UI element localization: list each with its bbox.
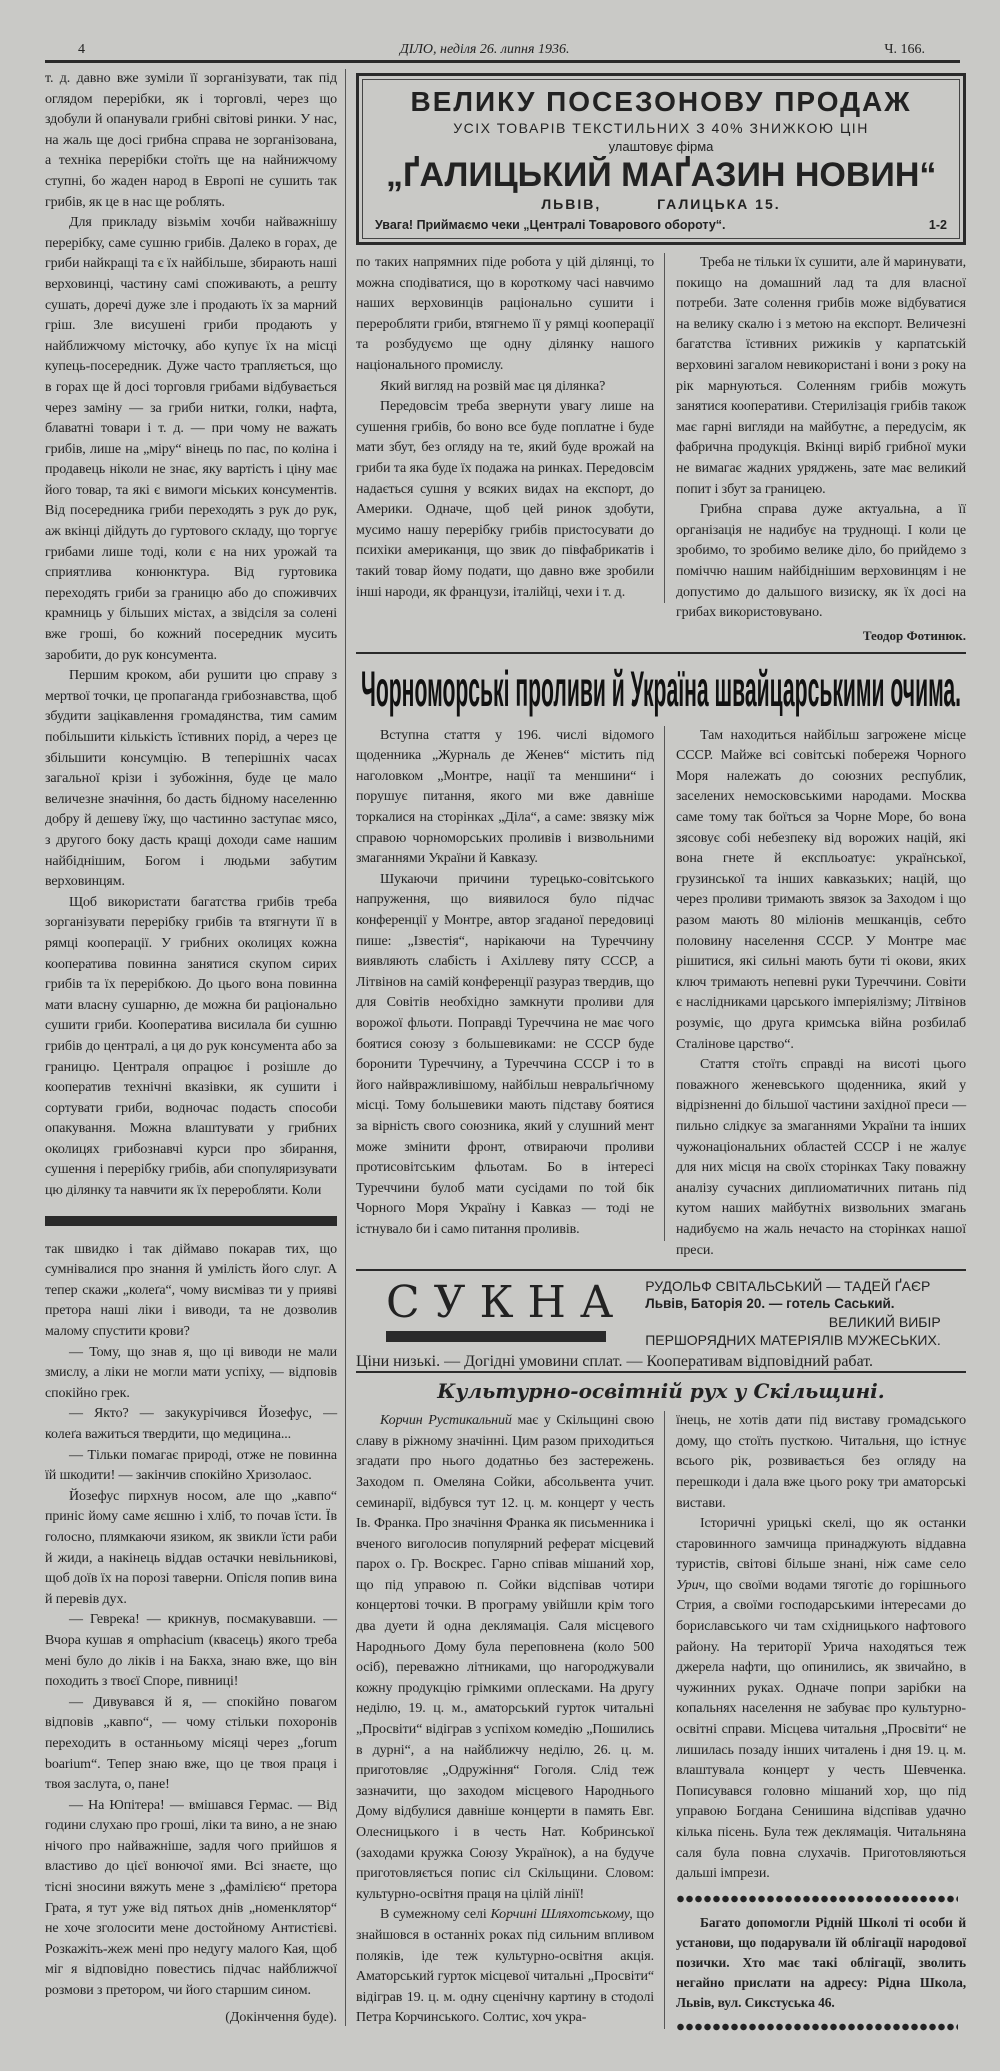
ad-subline: УСІХ ТОВАРІВ ТЕКСТИЛЬНИХ З 40% ЗНИЖКОЮ ЦІН [453, 120, 869, 136]
ad-bar [386, 1331, 606, 1342]
paragraph: Який вигляд на розвій має ця ділянка? [380, 378, 606, 394]
place-name: Корчин Рустикальний [380, 1413, 512, 1429]
mushroom-article-middle [356, 253, 665, 603]
page-number: 4 [78, 42, 85, 57]
paragraph [356, 253, 654, 377]
page-header [45, 38, 960, 58]
paragraph: Шукаючи причини турецько-совітського напруження, що виявилося було підчас конференції у Монтре, автор згаданої передовиці пише: „Ізвестія“, нарікаючи на Туреччину виявляють слабість і Ахіллеву пяту СССР, а Літвінов на самій конференції разураз твердив, що для Совітів необхідно замкнути проливи для ворожої фльоти. Поправді Туреччина не має чого боятися союзу з большевиками: не СССР буде боронити Туреччину, а Туреччина СССР і то в його найвражливішому, найбільш невральґічному місці. Тому большевики мають підставу боятися за вірність свого союзника, який у слушний мент може змінити фронт, отвираючи проливи протисовітським фльотам. Бо в інтересі Туреччини булоб мати сусідами по той бік Чорного Моря Україну і Кавказ — тоді не істнувало би і само питання проливів. [356, 871, 654, 1237]
paragraph: — На Юпітера! — вмішався Гермас. — Від години слухаю про гроші, ліки та вино, а не знаю нічого про найважніше, задля чого прийшов я властиво до цієї вонючої ями. Всі знаєте, що тісні зносини вяжуть мене з „фамілією“ претора Грата, я тут уже від пятьох днів „номенклятор“ не хоче зголосити мене достойному Антистієві. Розкажіть-жеж мені про недугу малого Кая, щоб міг я відповідно повестись підчас найближчої розмови з претором, чи його старшим сином. [45, 1797, 337, 1999]
school-notice [676, 1913, 966, 2013]
ad-sukna-word: СУКНА [386, 1277, 628, 1329]
right-area [356, 69, 966, 2041]
issue-number: Ч. 166. [884, 42, 925, 57]
thick-divider [45, 1216, 337, 1226]
paragraph [356, 1905, 654, 2029]
straits-article-middle [356, 726, 665, 1241]
paragraph: Вступна стаття у 196. числі відомого щоденника „Журналь де Женев“ містить під наголовком „Монтре, нації та меншини“ і порушує питання, якого ми вже давніше торкалися на сторінках „Діла“, а саме: звязку між справою чорноморських проливів і визвольними змаганнями України й Кавказу. [356, 727, 654, 867]
paragraph: Передовсім треба звернути увагу лише на сушення грибів, бо воно все буде поплатне і буде мати збут, без огляду на те, який буде врожай на гриби та яка буде їх подажа на ринках. Передовсім надається сушня у всяких видах на експорт, до Америки. Одначе, щоб цей ринок здобути, мусимо нашу перерібку грибів пристосувати до психіки американця, що звик до півфабрикатів і такий товар йому подати, що давно вже зробили інші народи, як французи, італійці, чехи і т. д. [356, 399, 654, 600]
left-column [45, 69, 346, 2026]
paragraph: — Тільки помагає природі, отже не повинна їй шкодити! — закінчив спокійно Хризолаос. [45, 1447, 337, 1484]
paragraph-text: що своїми водами тяготіє до горішнього Стрия, а своїми господарськими інтересами до бориславського чи там східницького нафтового району. На території Урича находяться теж джерела нафти, що опинились, як звичайно, в чужинних руках. Одначе попри зарібки на копальнях населення не забуває про культурно-освітні справи. Місцева читальня „Просвіти“ не лишилась позаду інших читалень і дня 19. ц. м. влаштувала концерт у честь Шевченка. Пописувався головно мішаний хор, що під управою Богдана Сенишина відспівав удачно кілька пісень. Була теж деклямація. Читальняна саля була повна слухачів. Приготовляються дальші імпрези. [676, 1577, 966, 1882]
paragraph-text: має у Скільщині свою славу в ріжному значінні. Цим разом приходиться згадати про нього додатньо без застережень. Заходом п. Омеляна Сойки, абсольвента учит. семинарії, відбувся тут 12. ц. м. концерт у честь Ів. Франка. Про значіння Франка як письменника і вченого виголосив популярний реферат місцевий парох о. Гр. Воскрес. Гарно співав мішаний хор, що під управою п. Сойки відспівав чотири концертові точки. В програму увійшли крім того два дуети й одна деклямація. Саля місцевого Народнього Дому була переповнена (коло 500 осіб), переважно літниками, що нагороджували кожну продукцію грімкими оплесками. На другу неділю, 19. ц. м., аматорський гурток читальні „Просвіти“ відіграв з успіхом комедію „Пошились в дурні“, а на найближчу неділю, 26. ц. м. приготовляє „Одружіння“ Гоголя. Слід теж зазначити, що заходом місцевого Народнього Дому відбулися давніше концерти в память Евг. Олесницького і в честь Нат. Кобринської (заходами кружка Союзу Українок), а на будуче приготовляється попис сіл Скільщини. Словом: культурно-освітня праця на цілій лінії! [356, 1413, 655, 1902]
dotted-divider [676, 1895, 958, 1903]
story-column [45, 1240, 337, 2002]
paragraph [676, 1411, 966, 1514]
masthead-date: ДІЛО, неділя 26. липня 1936. [399, 42, 570, 57]
ad-by: улаштовує фірма [608, 139, 714, 154]
paragraph: Для прикладу візьмім хочби найважнішу перерібку, саме сушню грибів. Далеко в горах, де гриби найкращі та є їх найбільше, збирають наші верховинці, частину самі споживають, а решту сушать, доречі дуже зле і продають їх за марний гріш. Зле висушені гриби продають у найближчому місточку, або купує їх на місці купець-посередник. Дуже часто трапляється, що в горах ще й досі торговля грибами відбувається через заміну — за гриби нитки, голки, нафта, блаватні товари і т. д. — при чому не важать грибів, лише на „міру“ вінець по пас, по коліна і продавець ніколи не знає, яку вартість і ціну має його товар, та які є вимоги міських консументів. Від посередника гриби переходять з рук до рук, аж вкінці дійдуть до гуртового складу, що торгує грибами лише тоді, коли є на них урожай та сприятлива конюнктура. Від гуртовика переходять гриби за границю або до споживчих крамниць у більших містах, а звідсіля за солені вже гроші, бо кожний посередник мусить заробити, до рук консумента. [45, 215, 337, 663]
ad-note: Увага! Приймаємо чеки „Централі Товарового обороту“. [375, 218, 726, 232]
ad-owners: РУДОЛЬФ СВІТАЛЬСЬКИЙ — ТАДЕЙ ҐАЄР [645, 1278, 931, 1295]
straits-headline: Чорноморські проливи й Україна швайцарськими очима. [361, 660, 962, 717]
paragraph: Першим кроком, аби рушити цю справу з мертвої точки, це пропаганда грибознавства, щоб збудити зацікавлення громадянства, тим самим побільшити кількість їстивних порід, а через це збільшити консумцію. В теперішніх часах загальної крізи і зубожіння, буде це мало величезне значіння, бо дасть бідному населенню добру й дешеву їжу, що частинно заступає мясо, з другого боку дасть кращі доходи саме нашим найбіднішим, Богом і людьми забутим верховинцям. [45, 668, 337, 890]
notice-text: Багато допомогли Рідній Школі ті особи й установи, що подарували їй облігації народової позички. Хто має такі облігації, зволить негайно прислати на адресу: Рідна Школа, Львів, вул. Сикстуська 46. [676, 1914, 966, 2010]
straits-article-right [665, 726, 966, 1261]
cloth-advertisement [356, 1271, 966, 1371]
place-name: Корчині Шляхотському, [490, 1907, 633, 1923]
straits-columns [356, 726, 966, 1261]
ad-firm-name: „ҐАЛИЦЬКИЙ МАҐАЗИН НОВИН“ [386, 156, 937, 194]
culture-headline: Культурно-освітній рух у Скільщині. [437, 1379, 885, 1404]
culture-article-right [676, 1411, 966, 1885]
ad-line2: ПЕРШОРЯДНИХ МАТЕРІЯЛІВ МУЖЕСЬКИХ. [645, 1332, 941, 1349]
paragraph: Треба не тільки їх сушити, але й маринувати, покищо на домашний лад та для власної потреби. Зате солення грибів може відбуватися на велику скалю і з метою на експорт. Величезні багатства їстивних рижиків у карпатській верховині загалом невикористані і вони з року на рік марнуються. Соленням грибів можуть занятися кооперативи. Стерилізація грибів також має гарні вигляди на майбутнє, а передусім, як фабрична продукція. Вкінці виріб грибної муки не вимагає жадних уряджень, зате має великий попит і збут за границею. [676, 255, 966, 497]
paragraph: — Дивувався й я, — спокійно повагом відповів „кавпо“, — чому стільки похоронів переходить в останньому місяці через „forum boarium“. Тепер знаю вже, що це твоя праця і твоя заслута, о, пане! [45, 1694, 337, 1793]
section-rule [356, 652, 966, 654]
header-rule [45, 60, 960, 63]
paragraph: Там находиться найбільш загрожене місце СССР. Майже всі совітські побережя Чорного Моря належать до союзних республик, заселених немосковськими народами. Москва саме тому так боїться за Чорне Море, бо вона зясовує собі небезпеку від ворожих націй, які вона гнете й експльоатує: української, грузинської та інших кавказьких; націй, що через проливи тримають звязок за Заходом і що разом мають 80 міліонів мешканців, себто половину населення СССР. У Монтре має рішитися, які сильні мають бути ті окови, яких ключ тримають непевні руки Туреччини. Совіти є наслідниками царського імперіялізму; Літвінов розуміє, що друга кримська війна розбилаб Сталінове царство“. [676, 727, 966, 1052]
dotted-divider [676, 2023, 958, 2031]
paragraph-lead-in: В сумежному селі [380, 1907, 491, 1923]
paragraph: — Якто? — закукурічився Йозефус, — колеґа важиться твердити, що медицина... [45, 1406, 337, 1442]
paragraph: Грибна справа дуже актуальна, а її організація не надибує на труднощі. І коли це зробимо, то зробимо велике діло, бо прийдемо з поміччю нашим найбіднішим верховинцям і не допустимо до дальшого визиску, як їх досі на грибах використовувано. [676, 502, 966, 621]
ad-code: 1-2 [928, 218, 947, 232]
section-rule [356, 1371, 966, 1373]
paragraph-text: їнець, не хотів дати під виставу громадського дому, що стоїть пусткою. Читальня, що істнує всього рік, розвивається без огляду на перешкоди і дала вже цього року три аматорські вистави. [676, 1413, 966, 1511]
paragraph: Щоб використати багатства грибів треба зорганізувати перерібку грибів та втягнути її в рямці кооперації. У грибних околицях кожна кооператива повинна занятися скупом сирих грибів та їх перерібкою. До цього вона повинна мати власну сушарню, де можна би раціонально сушити гриби. Кооператива висилала би сушню грибів до централі, а ця до рук консумента або за границю. Централя опрацює і розішле до кооператив технічні вказівки, як сушити і сортувати гриби, водночас подасть способи опакування. Можна влаштувати у грибних околицях грибознавчі курси про збирання, сушення і перерібку грибів, аби спопуляризувати цю ділянку та навчити як їх переробляти. Коли [45, 894, 337, 1199]
sale-advertisement [356, 73, 966, 245]
paragraph: Йозефус пирхнув носом, але що „кавпо“ приніс йому саме яєшню і хліб, то почав їсти. Їв голосно, плямкаючи язиком, як звикли їсти раби й жиди, а накінець віддав остачки невільникові, щоб доїв їх на порозі таверни. Опісля попив вина й перевів дух. [45, 1488, 337, 1607]
mushroom-columns [356, 253, 966, 644]
paragraph-text: що знайшовся в останніх роках під сильним впливом поляків, іде теж культурно-освітня акція. Аматорський гурток місцевої читальні „Просвіти“ відіграв 19. ц. м. одну сценічну картину в стодолі Петра Корчинського. Солтис, хоч укра- [356, 1907, 654, 2026]
paragraph [45, 69, 337, 213]
ad-street: ГАЛИЦЬКА 15. [657, 196, 781, 212]
culture-columns [356, 1411, 966, 2041]
place-name: Урич, [676, 1577, 709, 1593]
mushroom-article-right [676, 253, 966, 624]
paragraph: — Геврека! — крикнув, посмакувавши. — Вчора кушав я omphacium (квасець) якого треба мені було до ліків і на Бакха, знаю вже, що він походить з твоєї Споре, пивниці! [45, 1612, 337, 1690]
culture-article-middle [356, 1411, 665, 2029]
ad-city: ЛЬВІВ, [541, 196, 602, 212]
ad-headline: ВЕЛИКУ ПОСЕЗОНОВУ ПРОДАЖ [410, 86, 912, 117]
mushroom-article-left [45, 69, 337, 1202]
paragraph [356, 1411, 654, 1905]
paragraph-text: т. д. давно вже зуміли її зорганізувати, так під оглядом перерібки, як і торговлі, через що здобули й опанували грибні світові ринки. У нас, на жаль ще досі грибна справа не зорганізована, а техніка перерібки стоїть ще на найнижчому ступні, бо жаден народ в Европі не сушить так грибів, як це в нас ще роблять. [45, 71, 337, 210]
ad-line1: ВЕЛИКИЙ ВИБІР [828, 1314, 941, 1331]
ad-address: Львів, Баторія 20. — готель Саський. [645, 1296, 895, 1312]
ad-footer: Ціни низькі. — Догідні умовини сплат. — Кооперативам відповідний рабат. [356, 1353, 874, 1371]
paragraph-text: по таких напрямних піде робота у цій ділянці, то можна сподіватися, що в короткому часі навчимо наших верховинців раціонально сушити і переробляти гриби, втягнемо її у рямці кооперації та розбудуємо ще одну ділянку нашого національного промислу. [356, 255, 654, 373]
paragraph: Стаття стоїть справді на висоті цього поважного женевського щоденника, який у відрізненні до більшої частини західної преси — пильно слідкує за змаганнями України та інших чужонаціональних областей СССР і не жалує для них місця на своїх сторінках Таку поважну аналізу сучасних диплиоматичних питань під кутом наших майбутніх визвольних змагань надибуємо на жаль нечасто на сторінках нашої преси. [676, 1057, 966, 1258]
author-signature: Теодор Фотинюк. [862, 627, 966, 643]
paragraph-text: так швидко і так діймаво покарав тих, що сумнівалися про знання й уміліcть його слуг. А тепер скажи „колеґа“, чому висміваз ти у приявi претора наші ліки і виводи, та не дозволив малому спустити крови? [45, 1241, 337, 1340]
paragraph: — Тому, що знав я, що ці виводи не мали змислу, а ліки не могли мати успіху, — відповів спокійно грек. [45, 1344, 337, 1401]
paragraph-lead-in: Історичні урицькі скелі, що як останки старовинного замчища принаджують віддавна туристів, світові більше знані, ніж саме село [676, 1516, 966, 1573]
story-continuation: (Докінчення буде). [225, 2009, 337, 2025]
paragraph [676, 1514, 966, 1885]
paragraph [45, 1240, 337, 1343]
